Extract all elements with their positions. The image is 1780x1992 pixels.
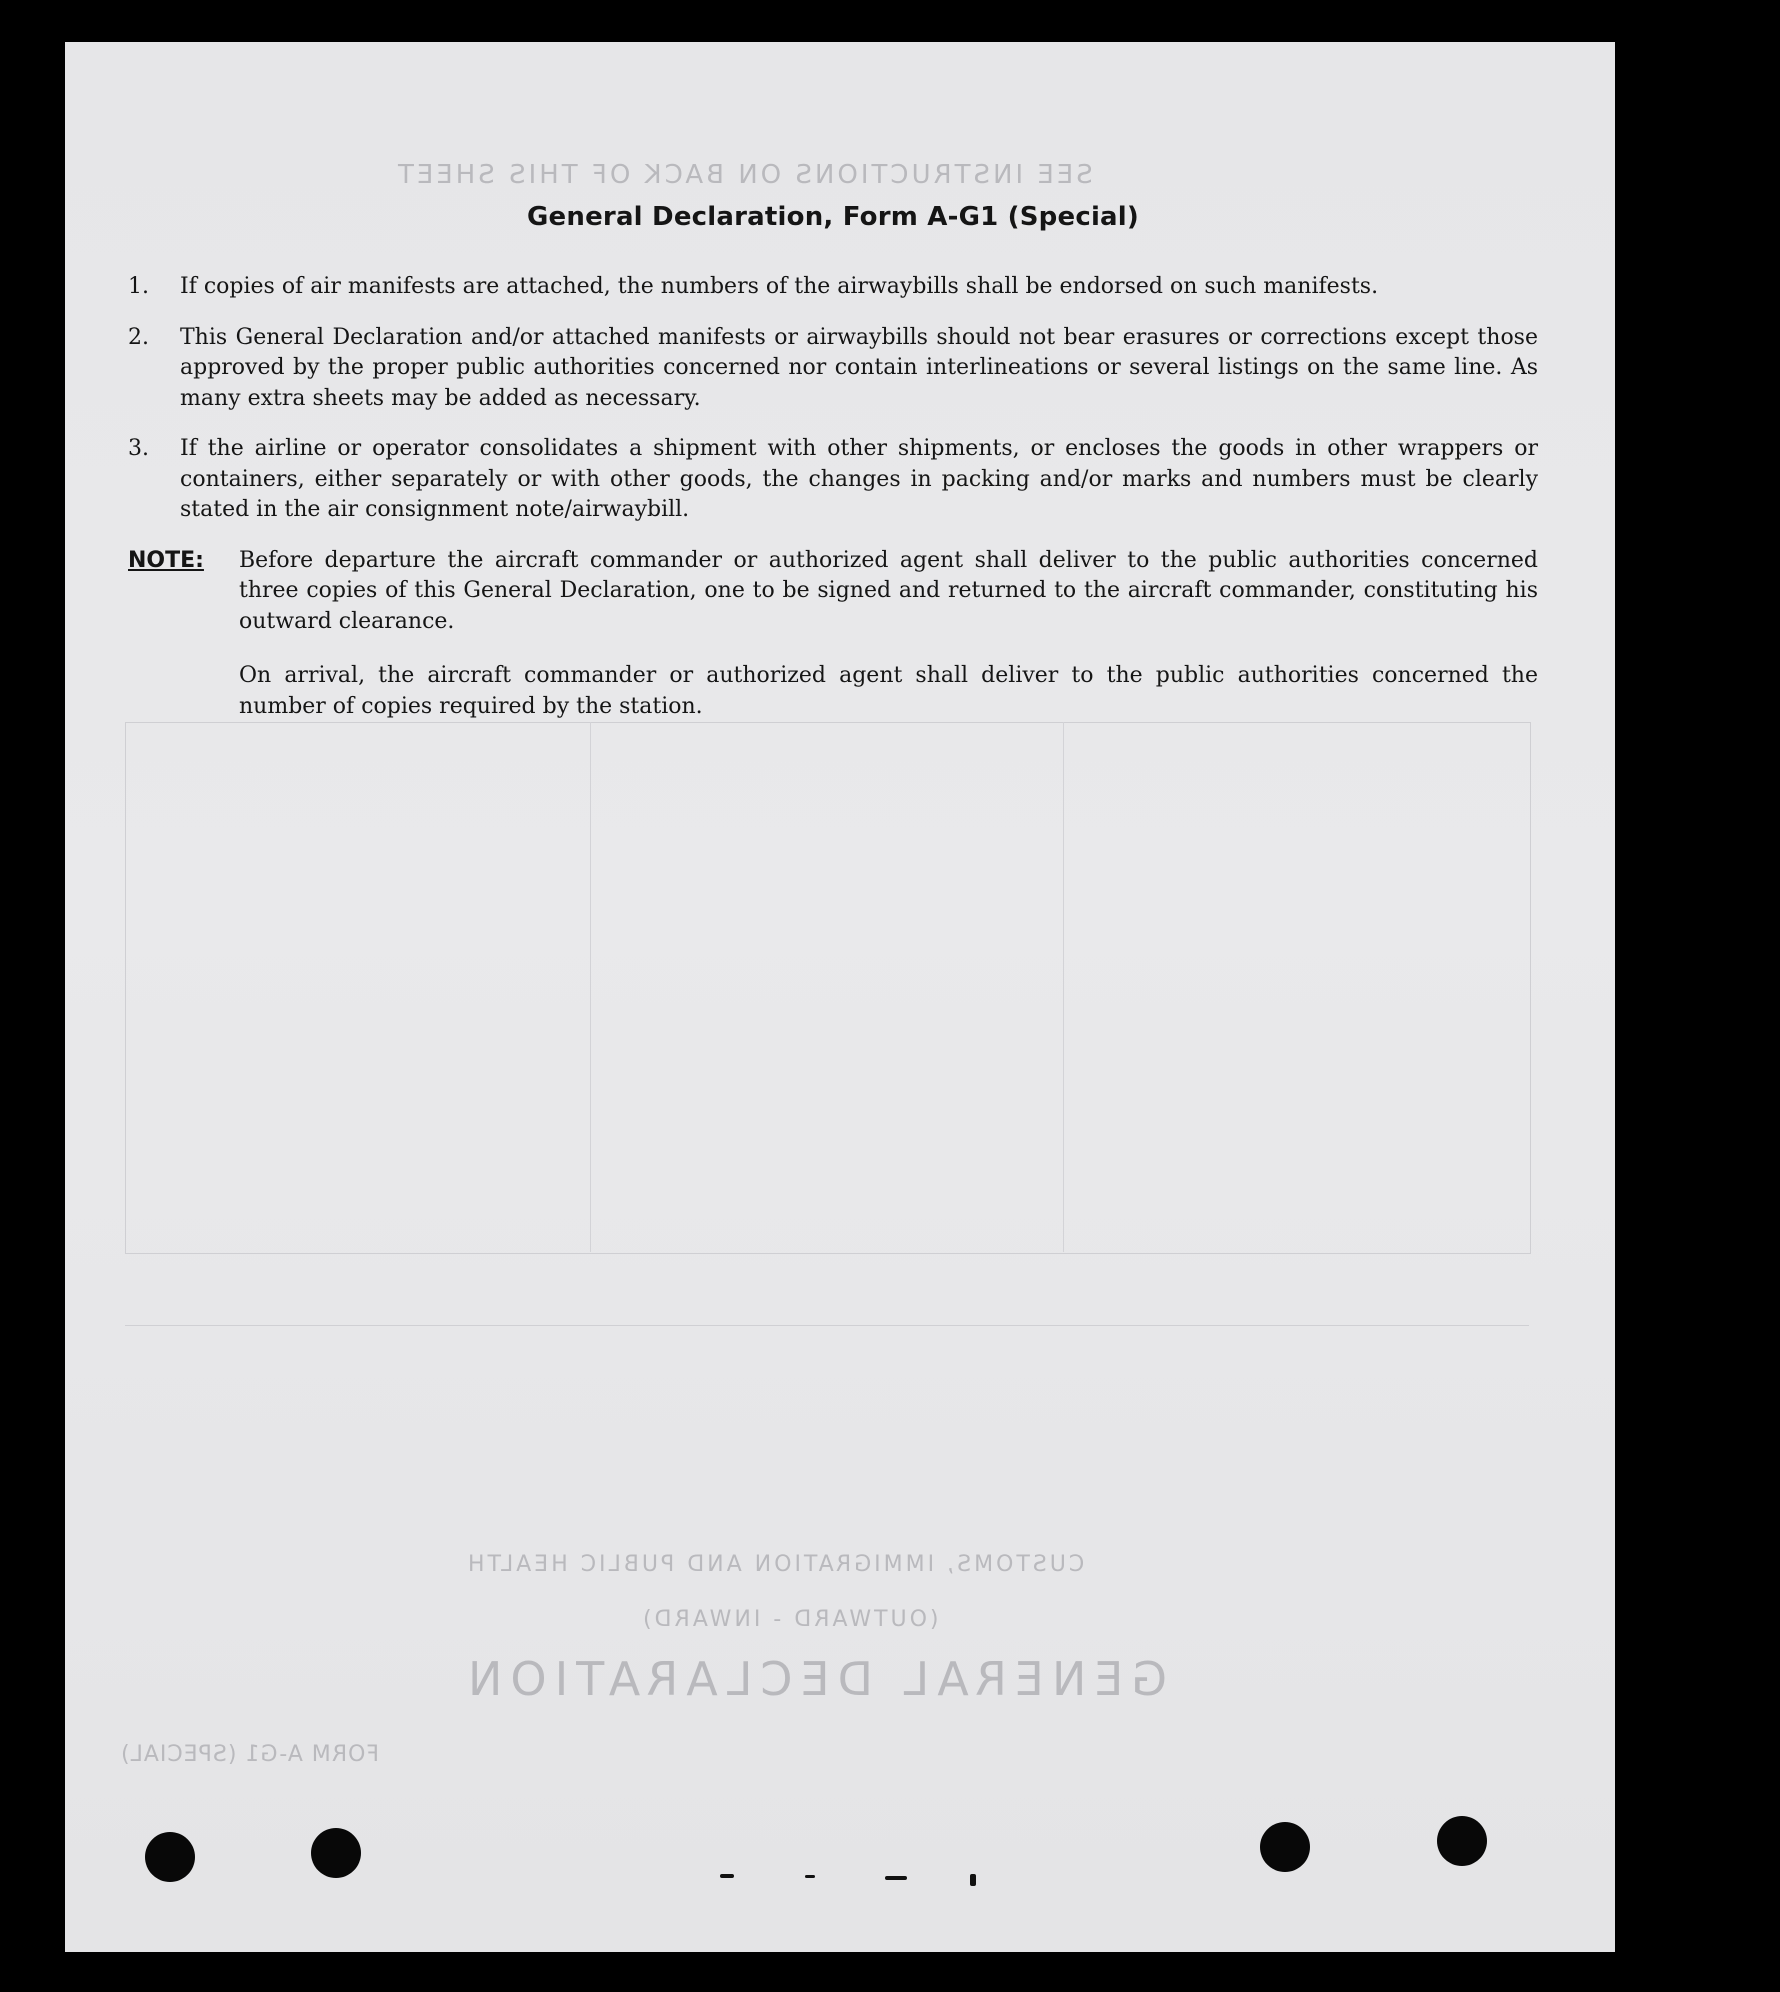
- bleed-through-subheading: (OUTWARD - INWARD): [640, 1607, 939, 1632]
- instruction-item: [128, 434, 1538, 526]
- bleed-through-divider: [590, 722, 591, 1252]
- bleed-through-divider: [1063, 722, 1064, 1252]
- note-paragraph: On arrival, the aircraft commander or authorized agent shall deliver to the public authorities concerned the number of copies required by the station.: [239, 663, 1538, 719]
- bleed-through-caption: CUSTOMS, IMMIGRATION AND PUBLIC HEALTH: [465, 1552, 1085, 1577]
- punch-hole: [1260, 1822, 1310, 1872]
- note-label: NOTE:: [128, 547, 204, 573]
- bleed-through-header: SEE INSTRUCTIONS ON BACK OF THIS SHEET: [395, 160, 1093, 190]
- punch-hole: [145, 1832, 195, 1882]
- declaration-instructions: [128, 202, 1538, 746]
- item-number: 1.: [128, 274, 149, 299]
- item-number: 3.: [128, 436, 149, 461]
- item-text: If copies of air manifests are attached, the numbers of the airwaybills shall be endorsed on such manifests.: [180, 274, 1379, 299]
- bleed-through-rule: [125, 1325, 1529, 1326]
- bleed-through-form-id: FORM A-G1 (SPECIAL): [120, 1742, 380, 1767]
- punch-hole: [311, 1828, 361, 1878]
- item-number: 2.: [128, 324, 149, 350]
- document-page: [65, 42, 1615, 1952]
- note-section: [128, 546, 1538, 747]
- note-paragraph: Before departure the aircraft commander or authorized agent shall deliver to the public authorities concerned three copies of this General Declaration, one to be signed and returned to the aircraft commander, constituting his outward clearance.: [239, 547, 1538, 634]
- item-text: If the airline or operator consolidates a shipment with other shipments, or encloses the goods in other wrappers or containers, either separately or with other goods, the changes in packing and/or marks and numbers must be clearly stated in the air consignment note/airwaybill.: [180, 436, 1538, 522]
- item-text: This General Declaration and/or attached manifests or airwaybills should not bear erasures or corrections except those approved by the proper public authorities concerned nor contain interlineations or several listings on the same line. As many extra sheets may be added as necessary.: [180, 324, 1538, 411]
- note-body: [239, 546, 1538, 747]
- instruction-item: [128, 323, 1538, 415]
- bleed-through-heading: GENERAL DECLARATION: [460, 1652, 1168, 1706]
- form-title: General Declaration, Form A-G1 (Special): [527, 202, 1139, 232]
- punch-hole: [1437, 1816, 1487, 1866]
- speck: [970, 1874, 976, 1886]
- speck: [885, 1876, 907, 1880]
- bleed-through-table: [125, 722, 1531, 1254]
- speck: [805, 1875, 815, 1878]
- speck: [720, 1874, 734, 1878]
- instruction-item: [128, 272, 1538, 303]
